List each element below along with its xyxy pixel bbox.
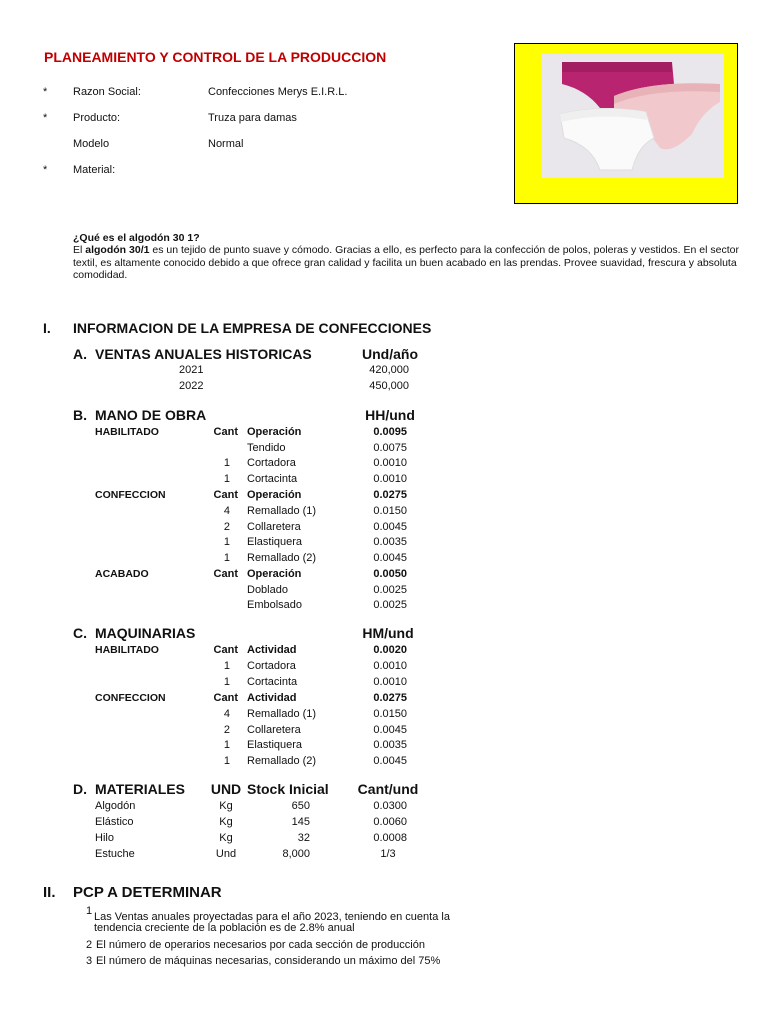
row-cant: 1	[223, 473, 230, 485]
row-cant: 1	[223, 457, 230, 469]
section-a-title: VENTAS ANUALES HISTORICAS	[95, 346, 312, 362]
group-cant-header: Cant	[213, 644, 238, 656]
col-stock-header: Stock Inicial	[247, 781, 329, 797]
section-1-title: INFORMACION DE LA EMPRESA DE CONFECCIONES	[73, 320, 432, 336]
section-c-letter: C.	[73, 625, 87, 641]
row-cant: 1	[223, 755, 230, 767]
row-op: Cortacinta	[247, 473, 298, 485]
row-cant: 1	[223, 660, 230, 672]
group-total: 0.0020	[373, 644, 407, 656]
row-op: Remallado (2)	[247, 755, 317, 767]
row-val: 0.0035	[373, 536, 407, 548]
material-stock: 145	[291, 816, 310, 828]
item-text: Las Ventas anuales proyectadas para el año 2023, teniendo en cuenta la	[94, 911, 450, 923]
material-cant: 1/3	[380, 848, 396, 860]
group-op-header: Actividad	[247, 644, 297, 656]
material-name: Elástico	[95, 816, 134, 828]
group-cant-header: Cant	[213, 426, 238, 438]
field-value-modelo: Normal	[208, 138, 244, 150]
item-text: El número de máquinas necesarias, considerando un máximo del 75%	[96, 955, 441, 967]
row-val: 0.0045	[373, 755, 407, 767]
product-photo	[542, 54, 724, 178]
group-op-header: Operación	[247, 426, 302, 438]
row-op: Remallado (1)	[247, 708, 317, 720]
material-und: Kg	[219, 800, 233, 812]
row-val: 0.0010	[373, 660, 407, 672]
row-val: 0.0045	[373, 724, 407, 736]
material-name: Estuche	[95, 848, 135, 860]
col-und-header: UND	[210, 781, 242, 797]
group-cant-header: Cant	[213, 568, 238, 580]
row-val: 0.0010	[373, 457, 407, 469]
underwear-illustration	[542, 54, 724, 178]
section-1-number: I.	[43, 320, 51, 336]
row-op: Cortacinta	[247, 676, 298, 688]
group-total: 0.0095	[373, 426, 407, 438]
item-text: El número de operarios necesarios por cada sección de producción	[96, 939, 425, 951]
group-op-header: Operación	[247, 489, 302, 501]
group-cant-header: Cant	[213, 489, 238, 501]
section-c-title: MAQUINARIAS	[95, 625, 196, 641]
info-question: ¿Qué es el algodón 30 1?	[73, 232, 200, 244]
section-b-letter: B.	[73, 407, 87, 423]
field-bullet: *	[43, 86, 48, 98]
row-op: Cortadora	[247, 457, 296, 469]
row-cant: 1	[223, 739, 230, 751]
group-total: 0.0275	[373, 692, 407, 704]
row-val: 0.0025	[373, 599, 407, 611]
row-cant: 4	[223, 505, 230, 517]
row-op: Elastiquera	[247, 536, 303, 548]
material-und: Und	[215, 848, 237, 860]
row-val: 0.0150	[373, 708, 407, 720]
material-stock: 8,000	[282, 848, 310, 860]
material-und: Kg	[219, 816, 233, 828]
section-2-number: II.	[43, 884, 56, 901]
group-total: 0.0050	[373, 568, 407, 580]
item-number: 3	[86, 955, 93, 967]
section-d-title: MATERIALES	[95, 781, 185, 797]
section-b-title: MANO DE OBRA	[95, 407, 207, 423]
info-paragraph	[73, 244, 743, 282]
row-val: 0.0045	[373, 521, 407, 533]
row-val: 0.0035	[373, 739, 407, 751]
row-cant: 1	[223, 676, 230, 688]
row-op: Elastiquera	[247, 739, 303, 751]
row-op: Collaretera	[247, 521, 301, 533]
row-op: Cortadora	[247, 660, 296, 672]
field-value-razon-social: Confecciones Merys E.I.R.L.	[208, 86, 348, 98]
field-bullet: *	[43, 164, 48, 176]
group-name: HABILITADO	[95, 644, 159, 656]
group-name: HABILITADO	[95, 426, 159, 438]
row-cant: 2	[223, 521, 230, 533]
field-label-razon-social: Razon Social:	[73, 86, 141, 98]
field-label-modelo: Modelo	[73, 138, 110, 150]
group-name: CONFECCION	[95, 489, 166, 501]
row-cant: 4	[223, 708, 230, 720]
material-cant: 0.0060	[373, 816, 407, 828]
row-val: 0.0010	[373, 676, 407, 688]
sales-year: 2022	[179, 380, 204, 392]
sales-value: 450,000	[369, 380, 409, 392]
row-val: 0.0075	[373, 442, 407, 454]
material-name: Algodón	[95, 800, 136, 812]
group-cant-header: Cant	[213, 692, 238, 704]
section-a-unit: Und/año	[362, 346, 418, 362]
field-value-producto: Truza para damas	[208, 112, 297, 124]
col-cant-header: Cant/und	[357, 781, 419, 797]
section-d-letter: D.	[73, 781, 87, 797]
page-title: PLANEAMIENTO Y CONTROL DE LA PRODUCCION	[44, 49, 387, 65]
material-name: Hilo	[95, 832, 114, 844]
row-cant: 2	[223, 724, 230, 736]
group-total: 0.0275	[373, 489, 407, 501]
info-text-post: es un tejido de punto suave y cómodo. Gracias a ello, es perfecto para la confección de polos, poleras y vestidos. En el sector textil, es altamente conocido debido a que ofrece gran calidad y facilita un buen acabado en las prendas. Provee suavidad, frescura y absoluta comodidad.	[73, 244, 739, 281]
field-bullet: *	[43, 112, 48, 124]
section-2-title: PCP A DETERMINAR	[73, 884, 222, 901]
row-val: 0.0025	[373, 584, 407, 596]
row-op: Remallado (2)	[247, 552, 317, 564]
group-op-header: Actividad	[247, 692, 297, 704]
row-cant: 1	[223, 552, 230, 564]
material-cant: 0.0008	[373, 832, 407, 844]
material-cant: 0.0300	[373, 800, 407, 812]
section-a-letter: A.	[73, 346, 87, 362]
material-und: Kg	[219, 832, 233, 844]
product-image-frame	[514, 43, 738, 204]
group-name: ACABADO	[95, 568, 149, 580]
item-number: 2	[86, 939, 93, 951]
group-name: CONFECCION	[95, 692, 166, 704]
row-cant: 1	[223, 536, 230, 548]
group-op-header: Operación	[247, 568, 302, 580]
row-val: 0.0150	[373, 505, 407, 517]
info-text-bold: algodón 30/1	[85, 244, 150, 256]
row-op: Collaretera	[247, 724, 301, 736]
row-val: 0.0045	[373, 552, 407, 564]
row-val: 0.0010	[373, 473, 407, 485]
material-stock: 32	[297, 832, 310, 844]
section-c-unit: HM/und	[362, 625, 414, 641]
sales-year: 2021	[179, 364, 204, 376]
sales-value: 420,000	[369, 364, 409, 376]
row-op: Doblado	[247, 584, 288, 596]
row-op: Tendido	[247, 442, 286, 454]
material-stock: 650	[291, 800, 310, 812]
field-label-material: Material:	[73, 164, 116, 176]
item-number: 1	[86, 905, 93, 917]
row-op: Embolsado	[247, 599, 303, 611]
field-label-producto: Producto:	[73, 112, 121, 124]
row-op: Remallado (1)	[247, 505, 317, 517]
item-text: tendencia creciente de la población es de 2.8% anual	[94, 922, 355, 934]
section-b-unit: HH/und	[365, 407, 415, 423]
info-text-pre: El	[73, 244, 86, 256]
